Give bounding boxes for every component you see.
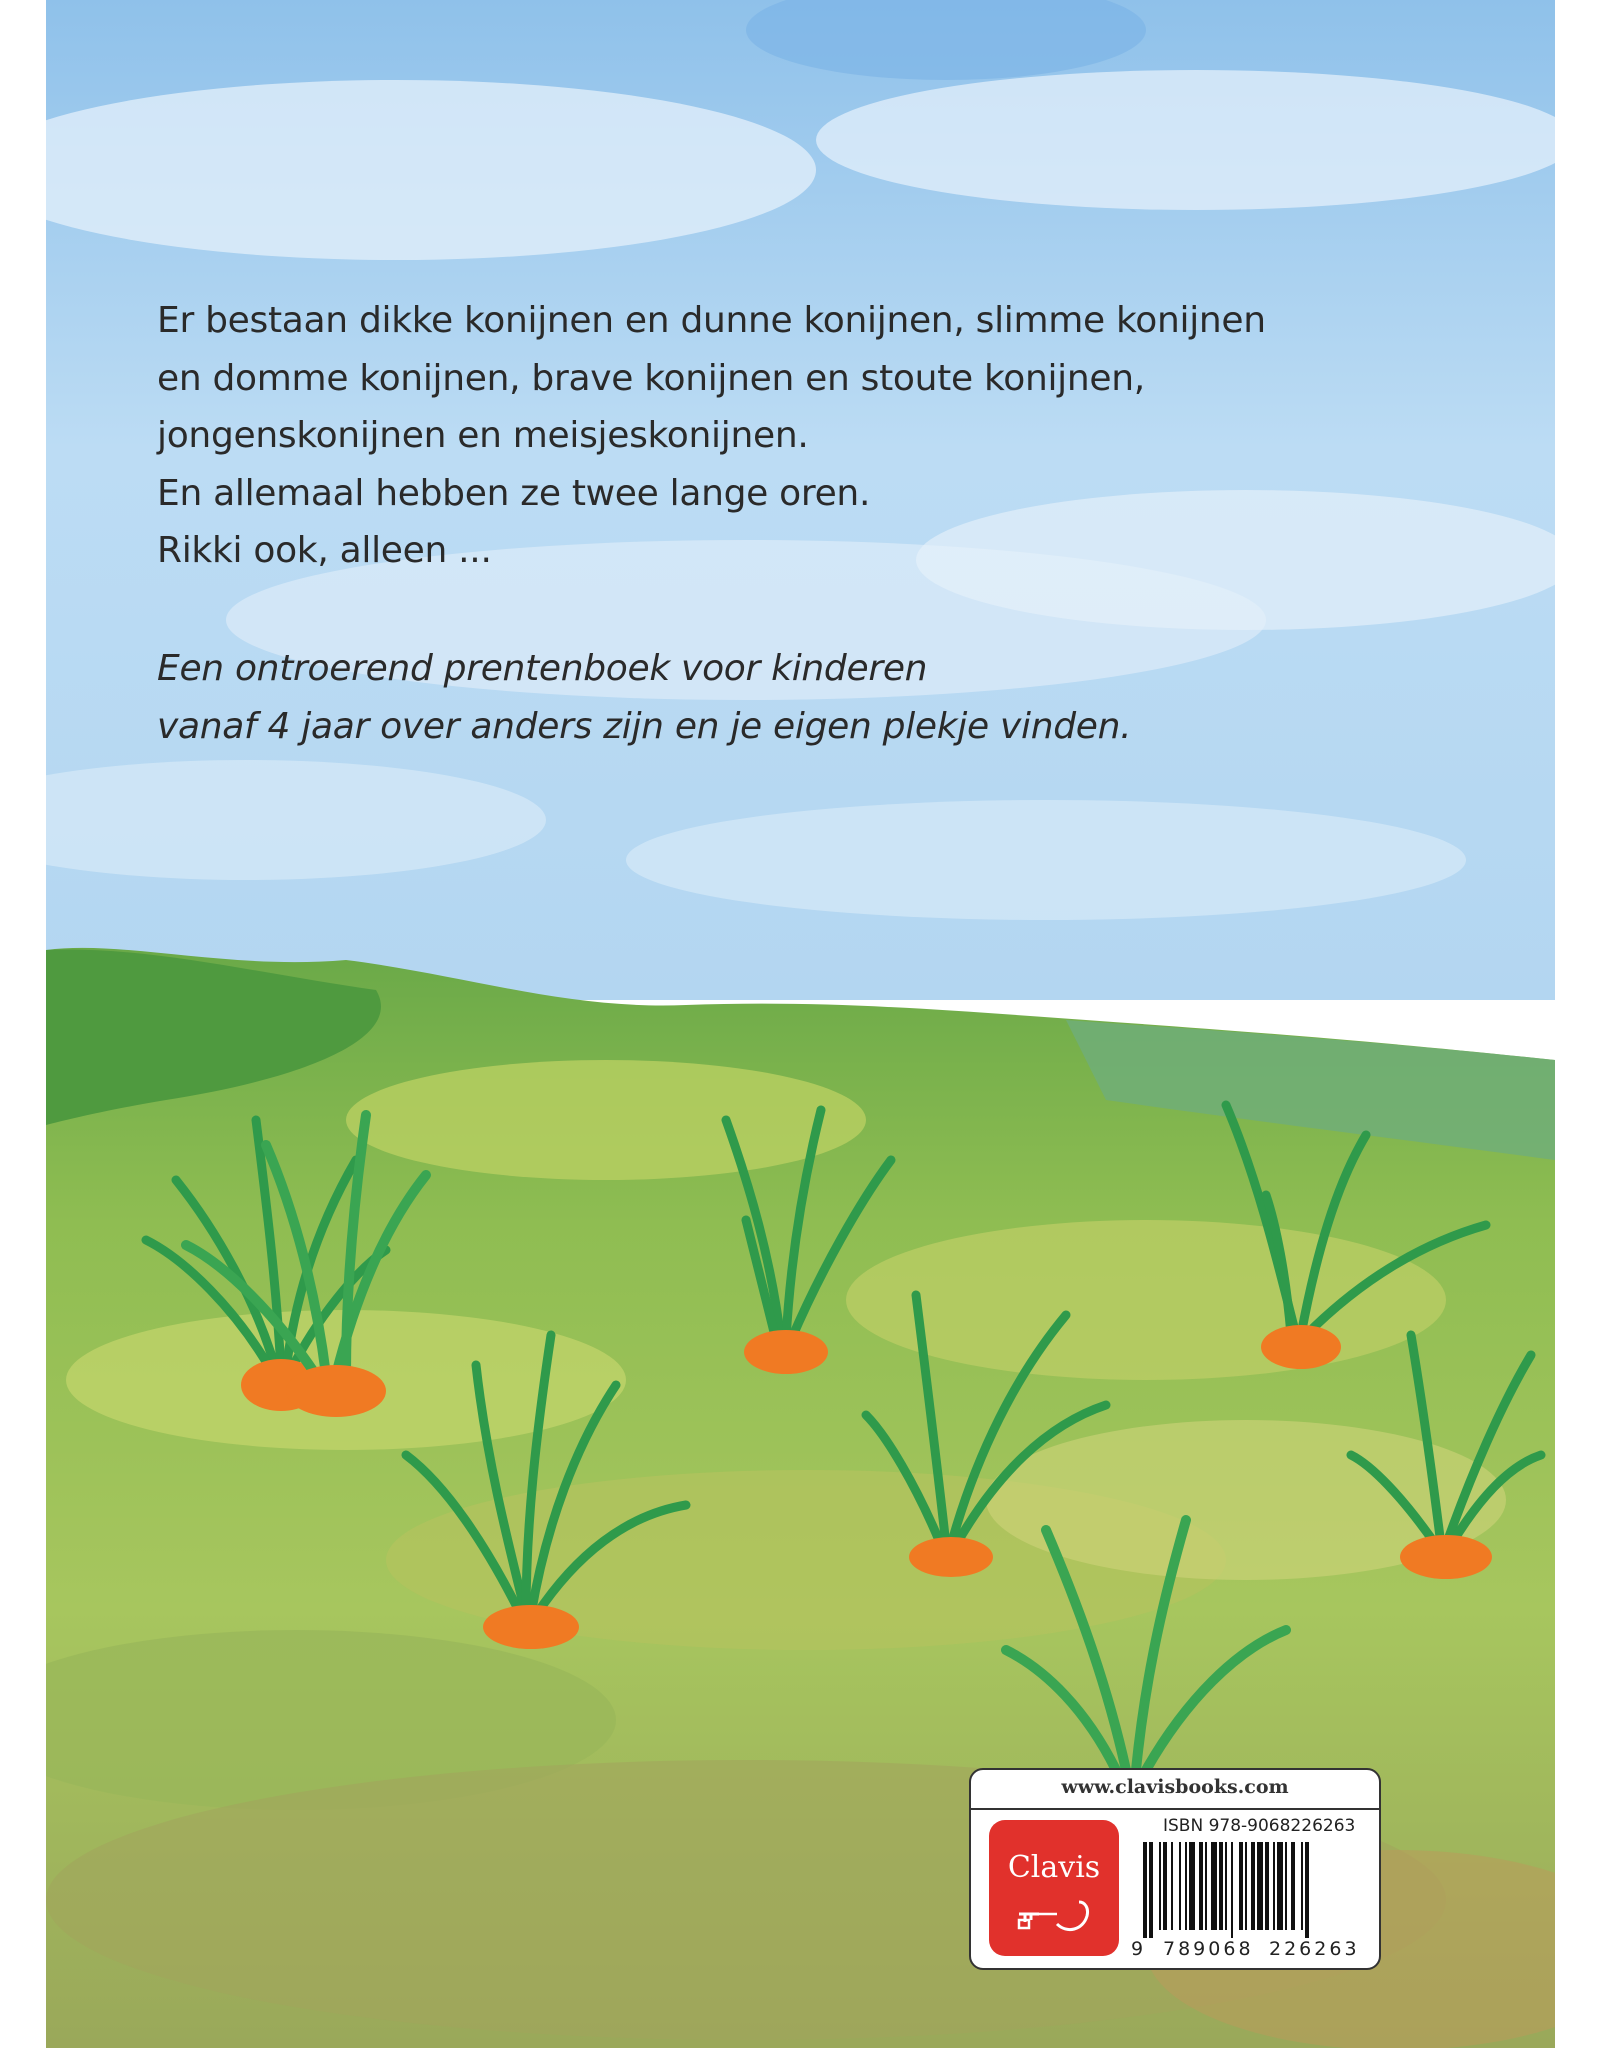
barcode-icon: [1129, 1840, 1371, 1938]
clavis-logo: [989, 1820, 1119, 1956]
isbn-label: ISBN 978-9068226263: [1163, 1816, 1356, 1836]
divider: [971, 1808, 1379, 1810]
blurb-line: jongenskonijnen en meisjeskonijnen.: [157, 415, 809, 456]
blurb-line: Rikki ook, alleen ...: [157, 530, 492, 571]
ean-right-group: 226263: [1269, 1938, 1360, 1960]
barcode-panel: [969, 1768, 1381, 1970]
key-icon: [1017, 1900, 1093, 1934]
blurb-text: [157, 292, 1457, 580]
ean-left-group: 789068: [1163, 1938, 1254, 1960]
blurb-line: Er bestaan dikke konijnen en dunne konijnen, slimme konijnen: [157, 300, 1266, 341]
publisher-website: www.clavisbooks.com: [1061, 1776, 1289, 1798]
tagline-line: Een ontroerend prentenboek voor kinderen: [157, 648, 928, 689]
blurb-line: en domme konijnen, brave konijnen en stoute konijnen,: [157, 357, 1145, 399]
blurb-line: En allemaal hebben ze twee lange oren.: [157, 472, 871, 514]
ean-first-digit: 9: [1131, 1938, 1144, 1960]
tagline-text: [157, 640, 1457, 755]
tagline-line: vanaf 4 jaar over anders zijn en je eigen plekje vinden.: [157, 705, 1132, 747]
publisher-name: Clavis: [1007, 1850, 1101, 1885]
